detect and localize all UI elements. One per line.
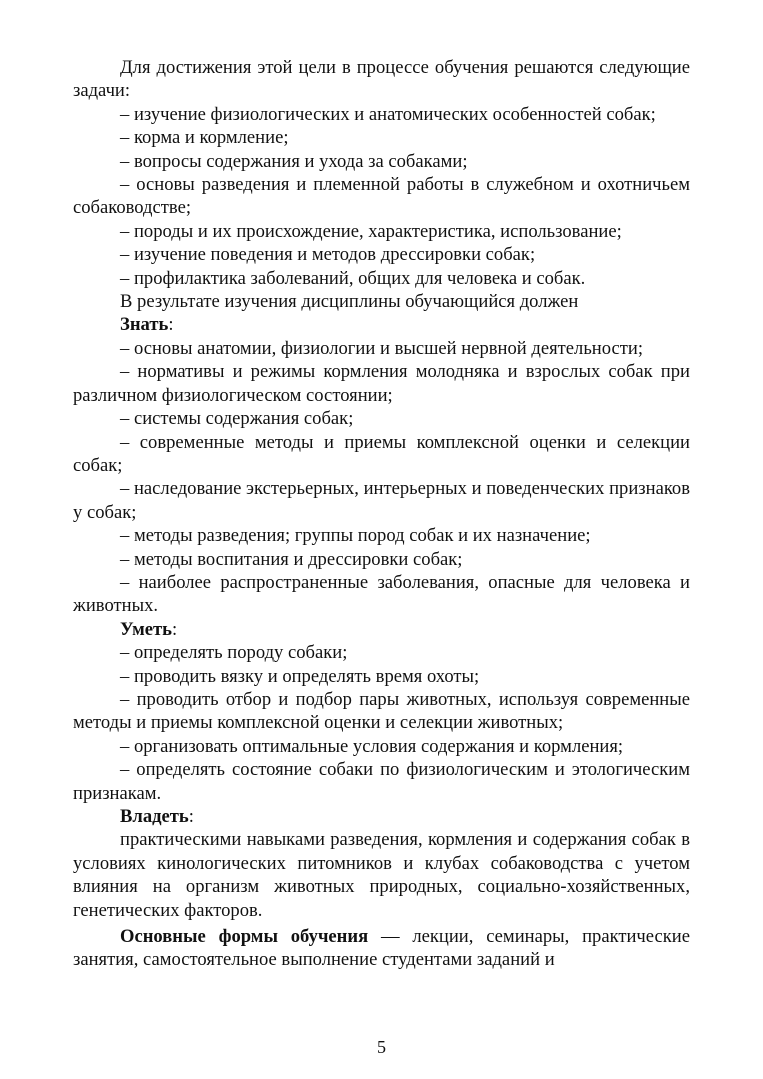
paragraph-text: – наиболее распространенные заболевания, опасные для человека и животных. [73,571,690,617]
paragraph-text: Для достижения этой цели в процессе обучения решаются следующие задачи: [73,57,690,102]
paragraph-text: – современные методы и приемы комплексной оценки и селекции собак; [73,431,690,476]
paragraph [73,548,690,571]
paragraph-text: : [168,314,174,336]
paragraph-text: – проводить вязку и определять время охоты; [120,665,480,687]
paragraph [73,267,690,290]
paragraph-text: – определять породу собаки; [120,642,348,664]
paragraph [73,103,690,126]
paragraph [73,290,690,313]
paragraph-text: – наследование экстерьерных, интерьерных и поведенческих признаков у собак; [73,478,690,523]
paragraph-text: В результате изучения дисциплины обучающийся должен [120,291,579,313]
paragraph-text: – методы разведения; группы пород собак и их назначение; [120,525,591,547]
paragraph-text: – нормативы и режимы кормления молодняка и взрослых собак при различном физиологическом состоянии; [73,361,690,406]
paragraph-text: – проводить отбор и подбор пары животных, используя современные методы и приемы комплексной оценки и селекции животных; [73,688,690,734]
paragraph [73,477,690,524]
bold-term: Уметь [120,618,173,640]
paragraph-text: – определять состояние собаки по физиологическим и этологическим признакам. [73,759,690,804]
paragraph [73,126,690,149]
section-heading-paragraph [73,618,690,641]
section-heading-paragraph [73,805,690,828]
paragraph [73,56,690,103]
paragraph-text: : [172,618,178,640]
paragraph-text: – корма и кормление; [120,127,289,149]
paragraph [73,524,690,547]
paragraph [73,243,690,266]
paragraph [73,735,690,758]
paragraph [73,150,690,173]
paragraph [73,337,690,360]
bold-term: Основные формы обучения [120,926,369,948]
paragraph-text: – организовать оптимальные условия содержания и кормления; [120,735,624,757]
paragraph [73,173,690,220]
paragraph-text: — лекции, семинары, практические занятия, самостоятельное выполнение студентами заданий и [73,926,690,971]
paragraph-text: – изучение поведения и методов дрессировки собак; [120,244,536,266]
paragraph [73,828,690,922]
section-heading-paragraph [73,313,690,336]
paragraph-text: – основы разведения и племенной работы в служебном и охотничьем собаководстве; [73,174,690,219]
bold-term: Владеть [120,806,189,827]
paragraph-text: – основы анатомии, физиологии и высшей нервной деятельности; [120,337,644,359]
paragraph [73,431,690,478]
body-text [73,56,690,972]
paragraph [73,641,690,664]
paragraph [73,360,690,407]
paragraph [73,665,690,688]
paragraph-text: – методы воспитания и дрессировки собак; [120,548,463,570]
section-heading-paragraph [73,925,690,972]
paragraph [73,220,690,243]
paragraph-text: – вопросы содержания и ухода за собаками; [120,150,468,172]
paragraph-text: : [188,806,194,827]
paragraph [73,571,690,618]
paragraph [73,407,690,430]
paragraph-text: – породы и их происхождение, характеристика, использование; [120,220,622,242]
page-number: 5 [377,1037,386,1057]
paragraph-text: – изучение физиологических и анатомических особенностей собак; [120,103,656,125]
paragraph [73,688,690,735]
paragraph [73,758,690,805]
paragraph-text: – профилактика заболеваний, общих для человека и собак. [120,267,586,289]
bold-term: Знать [120,314,169,336]
paragraph-text: – системы содержания собак; [120,408,354,430]
paragraph-text: практическими навыками разведения, кормления и содержания собак в условиях кинологических питомников и клубах собаководства с учетом влияния на организм животных природных, социально-хозяйственных, генетических факторов. [73,829,690,921]
